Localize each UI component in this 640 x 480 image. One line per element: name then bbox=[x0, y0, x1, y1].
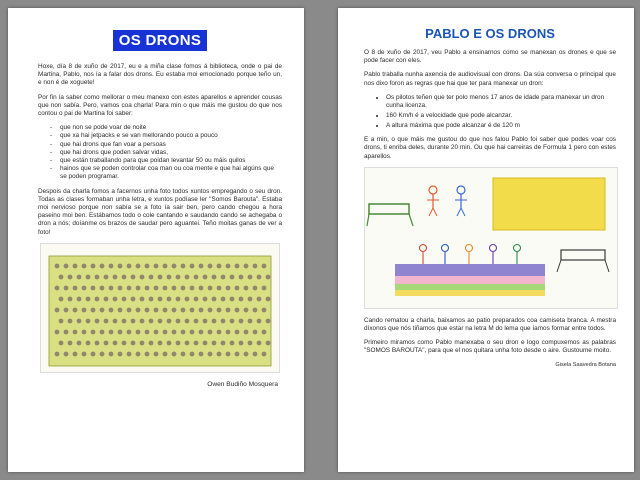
crowd-head bbox=[145, 285, 150, 290]
crowd-head bbox=[100, 329, 105, 334]
crowd-head bbox=[266, 318, 271, 323]
crowd-head bbox=[185, 296, 190, 301]
left-page bbox=[8, 8, 304, 472]
crowd-head bbox=[77, 340, 82, 345]
crowd-head bbox=[154, 351, 159, 356]
list-item: - que hai drons que fan voar a persoas bbox=[60, 141, 282, 149]
crowd-head bbox=[212, 274, 217, 279]
crowd-head bbox=[158, 274, 163, 279]
crowd-head bbox=[100, 307, 105, 312]
crowd-head bbox=[203, 296, 208, 301]
crowd-head bbox=[59, 296, 64, 301]
crowd-head bbox=[163, 351, 168, 356]
crowd-head bbox=[91, 307, 96, 312]
crowd-head bbox=[208, 263, 213, 268]
left-signature: Owen Budiño Mosquera bbox=[207, 380, 278, 388]
crowd-head bbox=[190, 285, 195, 290]
crowd-head bbox=[239, 340, 244, 345]
right-paragraph-1: O 8 de xuño de 2017, veu Pablo a ensinarnos como se manexan os drones e que se pode facer con eles. bbox=[364, 49, 616, 65]
crowd-head bbox=[86, 274, 91, 279]
crowd-head bbox=[217, 351, 222, 356]
crowd-head bbox=[149, 318, 154, 323]
crowd-head bbox=[194, 296, 199, 301]
crowd-head bbox=[158, 296, 163, 301]
crowd-head bbox=[113, 296, 118, 301]
left-paragraph-1: Hoxe, día 8 de xuño de 2017, eu e a miña clase fomos á biblioteca, onde o pai de Martina, Pablo, nos ía a falar dos drons. Eu estaba moi emocionado porque teño un, e non é de xoguete! bbox=[38, 63, 282, 87]
crowd-head bbox=[185, 340, 190, 345]
crowd-head bbox=[149, 340, 154, 345]
crowd-head bbox=[194, 274, 199, 279]
crowd-head bbox=[145, 351, 150, 356]
crowd-head bbox=[91, 285, 96, 290]
crowd-head bbox=[217, 285, 222, 290]
crowd-head bbox=[113, 318, 118, 323]
crowd-head bbox=[136, 263, 141, 268]
crowd-head bbox=[244, 263, 249, 268]
list-item: - que non se pode voar de noite bbox=[60, 124, 282, 132]
crowd-head bbox=[149, 296, 154, 301]
crowd-head bbox=[163, 285, 168, 290]
crowd-head bbox=[257, 274, 262, 279]
crowd-head bbox=[226, 351, 231, 356]
crowd-head bbox=[203, 274, 208, 279]
crowd-head bbox=[55, 307, 60, 312]
crowd-head bbox=[136, 351, 141, 356]
crowd-head bbox=[244, 285, 249, 290]
crowd-head bbox=[73, 263, 78, 268]
crowd-head bbox=[77, 296, 82, 301]
crowd-head bbox=[118, 329, 123, 334]
crowd-head bbox=[244, 307, 249, 312]
right-paragraph-5: Primeiro miramos como Pablo manexaba o seu dron e logo compuxemos as palabras "SOMOS BAROUTA", para que el nos quitara unha foto desde o aire. Gustoume moito. bbox=[364, 339, 616, 355]
crowd-head bbox=[100, 263, 105, 268]
crowd-head bbox=[257, 318, 262, 323]
crowd-head bbox=[190, 307, 195, 312]
crowd-head bbox=[244, 351, 249, 356]
crowd-head bbox=[248, 340, 253, 345]
crowd-head bbox=[73, 351, 78, 356]
crowd-head bbox=[190, 263, 195, 268]
crowd-head bbox=[217, 307, 222, 312]
crowd-head bbox=[140, 318, 145, 323]
crowd-head bbox=[109, 329, 114, 334]
crowd-head bbox=[158, 340, 163, 345]
crowd-head bbox=[226, 285, 231, 290]
crowd-head bbox=[212, 340, 217, 345]
crowd-head bbox=[262, 307, 267, 312]
crowd-head bbox=[221, 296, 226, 301]
crowd-head bbox=[68, 274, 73, 279]
right-bullet-list bbox=[364, 94, 616, 130]
crowd-head bbox=[235, 329, 240, 334]
crowd-head bbox=[73, 285, 78, 290]
crowd-head bbox=[59, 318, 64, 323]
crowd-head bbox=[131, 274, 136, 279]
list-item: • A altura máxima que pode alcanzar é de 120 m bbox=[386, 122, 616, 131]
crowd-head bbox=[212, 318, 217, 323]
list-item: - que están traballando para que poidan levantar 50 ou máis quilos bbox=[60, 157, 282, 165]
crowd-head bbox=[230, 318, 235, 323]
crowd-head bbox=[262, 329, 267, 334]
crowd-head bbox=[235, 285, 240, 290]
crowd-head bbox=[190, 351, 195, 356]
crowd-head bbox=[212, 296, 217, 301]
crowd-head bbox=[199, 351, 204, 356]
crowd-head bbox=[118, 307, 123, 312]
crowd-head bbox=[221, 318, 226, 323]
crowd-head bbox=[262, 263, 267, 268]
right-paragraph-2: Pablo traballa nunha axencia de audiovisual con drons. Da súa conversa o principal que nos dixo foron as regras que hai que ter para manexar un dron: bbox=[364, 71, 616, 87]
crowd-head bbox=[253, 263, 258, 268]
crowd-head bbox=[221, 340, 226, 345]
crowd-head bbox=[82, 263, 87, 268]
crowd-head bbox=[217, 263, 222, 268]
crowd-head bbox=[181, 351, 186, 356]
crowd-head bbox=[203, 340, 208, 345]
crowd-head bbox=[77, 274, 82, 279]
crowd-head bbox=[77, 318, 82, 323]
list-item: - hainos que se poden controlar coa man ou coa mente e que hai algúns que se poden programar. bbox=[60, 165, 282, 181]
crowd-head bbox=[176, 318, 181, 323]
crowd-head bbox=[176, 340, 181, 345]
crowd-head bbox=[176, 296, 181, 301]
crowd-head bbox=[109, 263, 114, 268]
crowd-head bbox=[95, 296, 100, 301]
crowd-head bbox=[145, 263, 150, 268]
crowd-head bbox=[59, 340, 64, 345]
left-paragraph-3: Despois da charla fomos a facernos unha foto todos xuntos empregando o seu dron. Todas as clases formaban unha letra, e xuntos podíase ler "Somos Barouta". Estaba moi nervioso porque non sabía se a foto ía sair ben, pero cando chegou a hora paseino moi ben. Estábamos todo o cole cantando e saudando cando se achegaba o dron a nós; doíanme os brazos de saudar pero aguantei. Teño moitas ganas de ver a foto! bbox=[38, 187, 282, 236]
crowd-head bbox=[230, 274, 235, 279]
crowd-head bbox=[86, 340, 91, 345]
crowd-head bbox=[154, 285, 159, 290]
crowd-head bbox=[73, 307, 78, 312]
right-page-title: PABLO E OS DRONS bbox=[425, 26, 555, 41]
crowd-head bbox=[226, 307, 231, 312]
crowd-head bbox=[199, 307, 204, 312]
crowd-head bbox=[140, 274, 145, 279]
crowd-head bbox=[248, 318, 253, 323]
crowd-head bbox=[194, 318, 199, 323]
crowd-head bbox=[95, 318, 100, 323]
crowd-head bbox=[253, 351, 258, 356]
crowd-head bbox=[122, 274, 127, 279]
crowd-head bbox=[55, 285, 60, 290]
crowd-head bbox=[253, 285, 258, 290]
crowd-head bbox=[86, 318, 91, 323]
crowd-head bbox=[199, 329, 204, 334]
crowd-head bbox=[208, 285, 213, 290]
crowd-head bbox=[172, 263, 177, 268]
crowd-head bbox=[104, 296, 109, 301]
crowd-head bbox=[104, 274, 109, 279]
crowd-head bbox=[68, 296, 73, 301]
right-page bbox=[338, 8, 634, 472]
crowd-head bbox=[64, 263, 69, 268]
crowd-head bbox=[82, 351, 87, 356]
crowd-head bbox=[140, 340, 145, 345]
crowd-head bbox=[172, 307, 177, 312]
crowd-head bbox=[239, 318, 244, 323]
crowd-head bbox=[181, 263, 186, 268]
right-paragraph-4: Cando rematou a charla, baixamos ao patio preparados coa camiseta branca. A mestra díxonos que nós tiñamos que estar na letra M do lema que íamos formar entre todos. bbox=[364, 316, 616, 332]
crowd-head bbox=[194, 340, 199, 345]
crowd-head bbox=[118, 263, 123, 268]
crowd-head bbox=[127, 329, 132, 334]
crowd-head bbox=[154, 263, 159, 268]
crowd-head bbox=[91, 263, 96, 268]
right-paragraph-3: E a min, o que máis me gustou do que nos falou Pablo foi saber que podes voar cos drons, ti enriba deles, durante 20 min. Ou que hai carreiras de Formula 1 pero con estes aparellos. bbox=[364, 136, 616, 160]
crowd-head bbox=[221, 274, 226, 279]
crowd-head bbox=[181, 329, 186, 334]
crowd-head bbox=[100, 285, 105, 290]
crowd-head bbox=[127, 285, 132, 290]
crowd-head bbox=[190, 329, 195, 334]
crowd-head bbox=[266, 274, 271, 279]
crowd-head bbox=[113, 340, 118, 345]
crowd-head bbox=[109, 285, 114, 290]
list-item: - que xa hai jetpacks e se van mellorando pouco a pouco bbox=[60, 132, 282, 140]
crowd-head bbox=[208, 307, 213, 312]
crowd-head bbox=[127, 263, 132, 268]
crowd-head bbox=[154, 307, 159, 312]
crowd-head bbox=[181, 307, 186, 312]
crowd-head bbox=[239, 274, 244, 279]
list-item: • 160 Km/h é a velocidade que pode alcanzar. bbox=[386, 112, 616, 121]
crowd-head bbox=[235, 263, 240, 268]
crowd-head bbox=[248, 274, 253, 279]
crowd-head bbox=[113, 274, 118, 279]
crowd-head bbox=[104, 340, 109, 345]
crowd-head bbox=[122, 340, 127, 345]
crowd-head bbox=[257, 296, 262, 301]
crowd-head bbox=[118, 351, 123, 356]
crowd-head bbox=[86, 296, 91, 301]
crowd-head bbox=[248, 296, 253, 301]
crowd-head bbox=[262, 351, 267, 356]
crowd-head bbox=[91, 329, 96, 334]
crowd-head bbox=[167, 340, 172, 345]
crowd-head bbox=[163, 263, 168, 268]
crowd-head bbox=[127, 351, 132, 356]
crowd-head bbox=[181, 285, 186, 290]
crowd-head bbox=[217, 329, 222, 334]
crowd-head bbox=[185, 274, 190, 279]
crowd-head bbox=[140, 296, 145, 301]
crowd-head bbox=[163, 329, 168, 334]
crowd-head bbox=[104, 318, 109, 323]
crowd-head bbox=[118, 285, 123, 290]
crowd-head bbox=[82, 285, 87, 290]
crowd-head bbox=[167, 274, 172, 279]
crowd-head bbox=[167, 318, 172, 323]
crowd-head bbox=[55, 329, 60, 334]
crowd-head bbox=[226, 329, 231, 334]
crowd-head bbox=[91, 351, 96, 356]
crowd-head bbox=[145, 329, 150, 334]
crowd-head bbox=[109, 351, 114, 356]
crowd-head bbox=[55, 351, 60, 356]
list-item: - que hai drons que poden salvar vidas, bbox=[60, 149, 282, 157]
crowd-drawing bbox=[40, 243, 280, 373]
crowd-head bbox=[199, 285, 204, 290]
crowd-head bbox=[230, 296, 235, 301]
left-page-title: OS DRONS bbox=[113, 30, 207, 51]
crowd-head bbox=[172, 329, 177, 334]
crowd-head bbox=[226, 263, 231, 268]
crowd-head bbox=[131, 296, 136, 301]
right-signature: Gisela Saavedra Botana bbox=[555, 361, 616, 368]
crowd-head bbox=[59, 274, 64, 279]
crowd-head bbox=[149, 274, 154, 279]
crowd-head bbox=[145, 307, 150, 312]
left-paragraph-2: Por fin ía saber como mellorar o meu manexo con estes aparellos e aprender cousas que non sabía. Pero, vamos coa charla! Para min o que máis me gustou do que nos contou o pai de Martina foi saber: bbox=[38, 93, 282, 118]
crowd-head bbox=[64, 307, 69, 312]
crowd-head bbox=[172, 351, 177, 356]
crowd-head bbox=[154, 329, 159, 334]
crowd-head bbox=[235, 351, 240, 356]
crowd-head bbox=[68, 340, 73, 345]
crowd-head bbox=[122, 296, 127, 301]
crowd-head bbox=[158, 318, 163, 323]
crowd-head bbox=[163, 307, 168, 312]
crowd-head bbox=[68, 318, 73, 323]
crowd-head bbox=[253, 307, 258, 312]
crowd-head bbox=[172, 285, 177, 290]
crowd-head bbox=[95, 274, 100, 279]
drone-drawing bbox=[364, 167, 618, 309]
crowd-head bbox=[208, 351, 213, 356]
crowd-head bbox=[136, 285, 141, 290]
crowd-head bbox=[262, 285, 267, 290]
crowd-head bbox=[239, 296, 244, 301]
crowd-head bbox=[64, 285, 69, 290]
crowd-head bbox=[55, 263, 60, 268]
list-item: • Os pilotos teñen que ter polo menos 17 anos de idade para manexar un dron cunha licenza. bbox=[386, 94, 616, 111]
crowd-head bbox=[176, 274, 181, 279]
crowd-head bbox=[131, 318, 136, 323]
crowd-head bbox=[64, 351, 69, 356]
crowd-head bbox=[64, 329, 69, 334]
crowd-head bbox=[109, 307, 114, 312]
crowd-head bbox=[266, 340, 271, 345]
crowd-head bbox=[127, 307, 132, 312]
crowd-head bbox=[257, 340, 262, 345]
crowd-head bbox=[82, 307, 87, 312]
crowd-head bbox=[199, 263, 204, 268]
crowd-head bbox=[167, 296, 172, 301]
crowd-head bbox=[95, 340, 100, 345]
crowd-head bbox=[100, 351, 105, 356]
crowd-head bbox=[203, 318, 208, 323]
crowd-head bbox=[73, 329, 78, 334]
crowd-head bbox=[266, 296, 271, 301]
crowd-head bbox=[244, 329, 249, 334]
crowd-head bbox=[253, 329, 258, 334]
crowd-head bbox=[136, 307, 141, 312]
crowd-head bbox=[82, 329, 87, 334]
left-dash-list bbox=[38, 124, 282, 181]
crowd-head bbox=[122, 318, 127, 323]
crowd-head bbox=[136, 329, 141, 334]
crowd-head bbox=[208, 329, 213, 334]
crowd-head bbox=[235, 307, 240, 312]
crowd-head bbox=[185, 318, 190, 323]
crowd-head bbox=[230, 340, 235, 345]
crowd-head bbox=[131, 340, 136, 345]
